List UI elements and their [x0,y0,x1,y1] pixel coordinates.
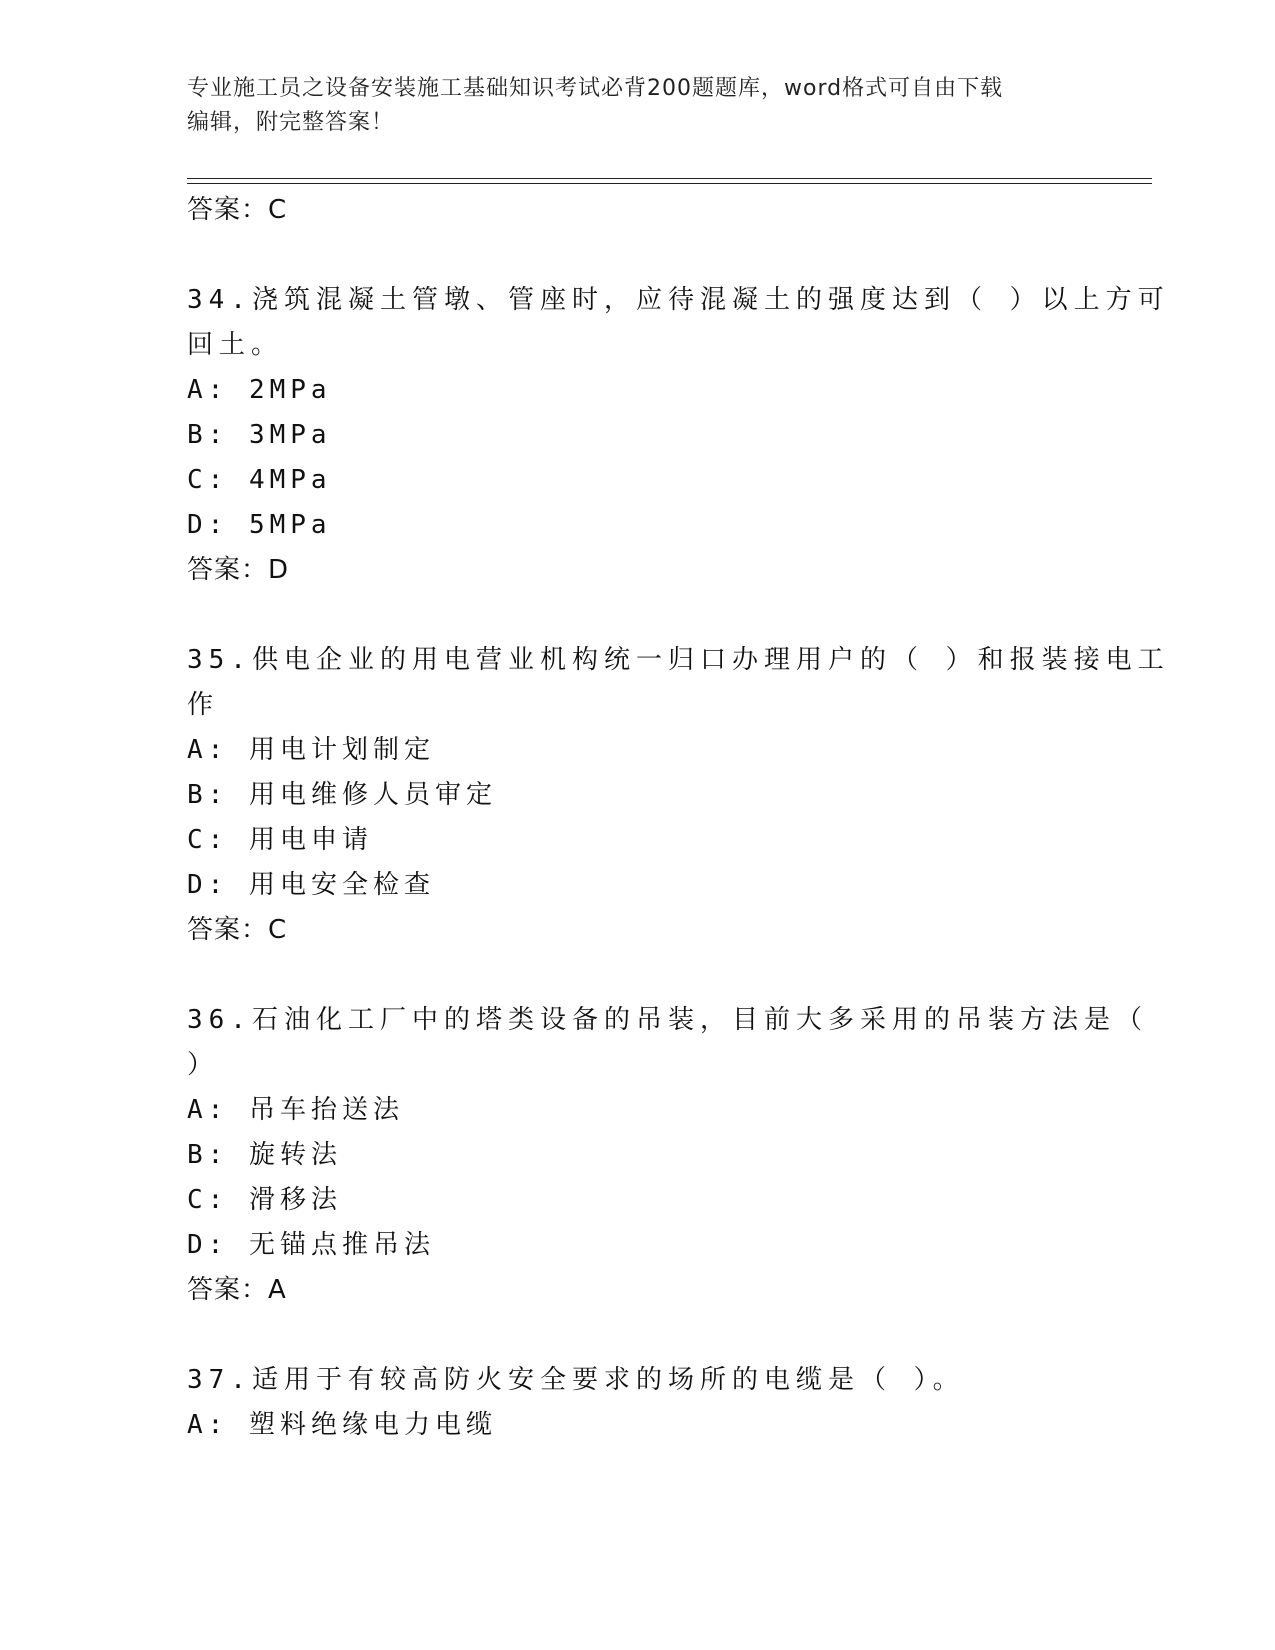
question-stem-line: 回土。 [187,330,284,360]
question-stem-line: 37.适用于有较高防火安全要求的场所的电缆是（ ）。 [187,1365,965,1395]
answer-line: 答案：D [187,555,290,585]
header-line-2: 编辑，附完整答案！ [187,110,395,135]
question-stem [187,998,1148,1088]
option-a: A: 吊车抬送法 [187,1095,404,1125]
answer-line: 答案：C [187,915,288,945]
question-stem [187,638,1170,728]
question-stem-line: 35.供电企业的用电营业机构统一归口办理用户的（ ）和报装接电工 [187,645,1170,675]
document-header [187,72,1087,140]
option-a: A: 用电计划制定 [187,735,435,765]
header-rule-top [187,178,1152,179]
option-b: B: 用电维修人员审定 [187,780,497,810]
option-d: D: 无锚点推吊法 [187,1230,435,1260]
option-b: B: 旋转法 [187,1140,342,1170]
question-stem [187,1358,1087,1403]
option-a: A: 塑料绝缘电力电缆 [187,1410,497,1440]
header-line-1: 专业施工员之设备安装施工基础知识考试必背200题题库，word格式可自由下载 [187,76,1004,101]
header-rule-bottom [187,183,1152,184]
option-c: C: 4MPa [187,465,332,495]
option-c: C: 滑移法 [187,1185,342,1215]
answer-line: 答案：A [187,1275,287,1305]
answer-line: 答案：C [187,195,288,225]
question-stem-line: 34.浇筑混凝土管墩、管座时，应待混凝土的强度达到（ ）以上方可 [187,285,1170,315]
option-d: D: 5MPa [187,510,332,540]
option-c: C: 用电申请 [187,825,373,855]
question-stem [187,278,1170,368]
question-stem-line: 作 [187,690,220,720]
option-a: A: 2MPa [187,375,332,405]
question-stem-line: 36.石油化工厂中的塔类设备的吊装，目前大多采用的吊装方法是（ [187,1005,1148,1035]
question-stem-line: ） [187,1050,220,1080]
document-body [187,188,1170,1448]
option-d: D: 用电安全检查 [187,870,435,900]
option-b: B: 3MPa [187,420,332,450]
